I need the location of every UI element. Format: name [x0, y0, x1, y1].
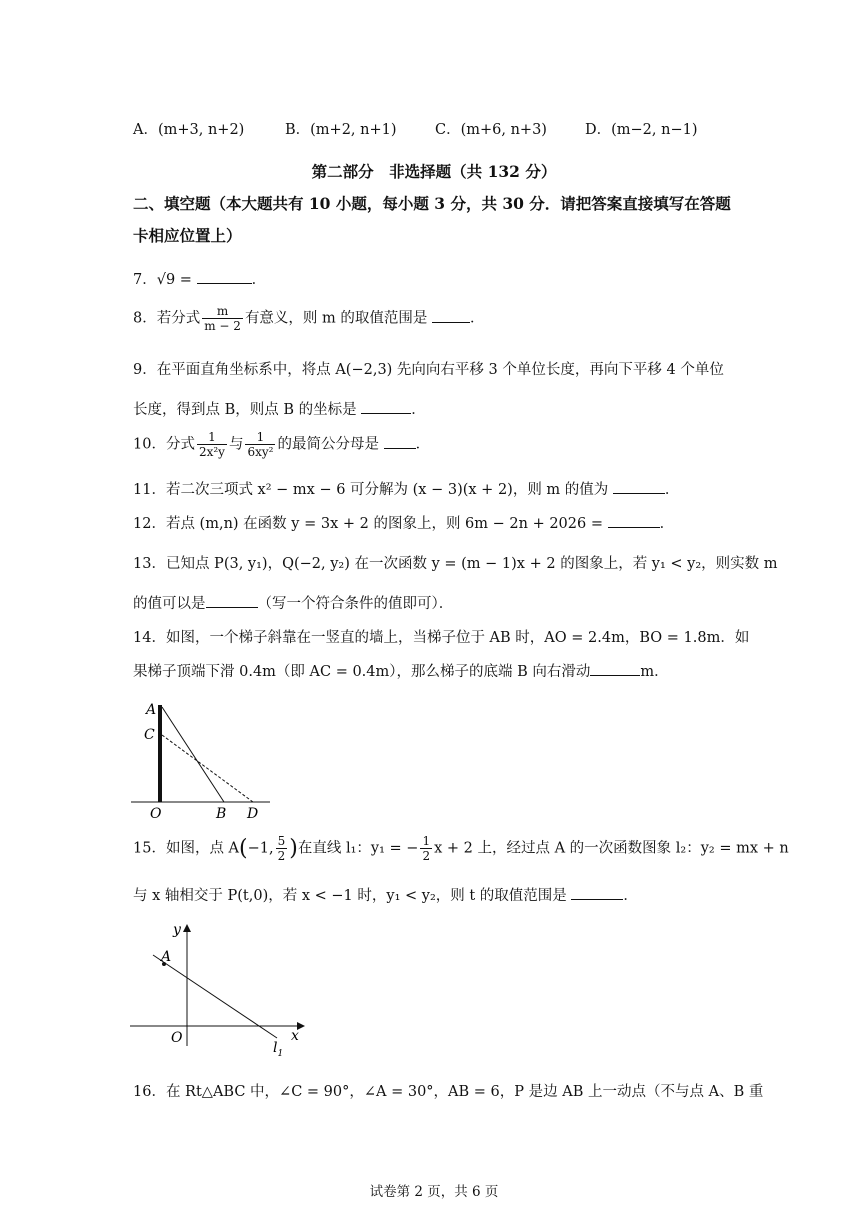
q7-answer-blank[interactable] — [197, 269, 252, 284]
q15-py-den: 2 — [277, 849, 286, 863]
q9-answer-blank[interactable] — [361, 399, 411, 414]
q15-point-x: −1, — [247, 840, 274, 857]
q15-answer-blank[interactable] — [571, 885, 623, 900]
q11-answer-blank[interactable] — [613, 479, 665, 494]
q15-k-num: 1 — [422, 834, 431, 848]
question-12 — [133, 512, 674, 533]
q15-prefix: 15．如图，点 A — [133, 840, 240, 857]
question-8 — [133, 304, 485, 333]
q15-slope-fraction — [420, 834, 432, 863]
q8-answer-blank[interactable] — [432, 308, 470, 323]
question-15-line2 — [133, 884, 638, 905]
label-l-subscript: 1 — [277, 1049, 284, 1059]
label-c: C — [144, 727, 155, 743]
q13-answer-blank[interactable] — [206, 593, 258, 608]
section-title: 二、填空题（本大题共有 10 小题，每小题 3 分，共 30 分．请把答案直接填写在答题卡相应位置上） — [133, 194, 731, 245]
q10-fraction-1 — [197, 430, 227, 459]
question-10 — [133, 430, 430, 459]
question-9-line2 — [133, 398, 426, 419]
q10-post: 的最简公分母是 — [277, 436, 379, 453]
choice-a: A．(m+3, n+2) — [133, 122, 245, 138]
q10-answer-blank[interactable] — [384, 434, 416, 449]
q15-tail: ． — [623, 888, 638, 904]
q12-answer-blank[interactable] — [608, 513, 660, 528]
page-footer: 试卷第 2 页，共 6 页 — [369, 1184, 499, 1200]
q13-line2-pre: 的值可以是 — [133, 596, 206, 612]
q15-point-y-fraction — [276, 834, 288, 863]
question-7 — [133, 268, 266, 289]
q10-f2-den: 6xy² — [247, 445, 274, 459]
q8-fraction — [202, 304, 243, 333]
choice-d: D．(m−2, n−1) — [585, 122, 698, 138]
question-13-line1: 13．已知点 P(3, y₁)，Q(−2, y₂) 在一次函数 y = (m − 1)x + 2 的图象上，若 y₁ < y₂，则实数 m — [133, 556, 778, 572]
question-13-line2 — [133, 592, 453, 613]
q7-number: 7． — [133, 272, 157, 288]
q15-line2-text: 与 x 轴相交于 P(t,0)，若 x < −1 时，y₁ < y₂，则 t 的取值范围是 — [133, 888, 567, 904]
q8-prefix: 8．若分式 — [133, 310, 201, 327]
q12-text: 12．若点 (m,n) 在函数 y = 3x + 2 的图象上，则 6m − 2n + 2026 = — [133, 516, 603, 532]
question-14-line2 — [133, 660, 669, 681]
label-o: O — [171, 1030, 183, 1046]
ladder-figure — [125, 695, 275, 825]
wall — [158, 705, 162, 802]
y-axis-arrow — [183, 924, 191, 932]
q8-frac-num: m — [202, 304, 243, 319]
label-a: A — [146, 702, 157, 718]
q10-mid: 与 — [228, 436, 244, 453]
q10-tail: ． — [415, 436, 431, 453]
question-14-line1: 14．如图，一个梯子斜靠在一竖直的墙上，当梯子位于 AB 时，AO = 2.4m，BO = 1.8m．如 — [133, 630, 750, 646]
choice-c: C．(m+6, n+3) — [435, 122, 547, 138]
label-a: A — [161, 949, 172, 965]
q8-frac-den: m − 2 — [204, 319, 241, 333]
q15-py-num: 5 — [277, 834, 286, 848]
q9-tail: ． — [411, 402, 426, 418]
label-l: l — [273, 1040, 278, 1056]
q10-f1-den: 2x²y — [198, 445, 225, 459]
q15-rparen: ) — [289, 836, 298, 861]
q8-tail: ． — [470, 310, 485, 327]
q14-answer-blank[interactable] — [590, 661, 640, 676]
q14-line2-pre: 果梯子顶端下滑 0.4m（即 AC = 0.4m），那么梯子的底端 B 向右滑动 — [133, 664, 591, 680]
q10-f2-num: 1 — [245, 430, 275, 445]
question-11 — [133, 478, 679, 499]
q10-f1-num: 1 — [197, 430, 227, 445]
choice-b: B．(m+2, n+1) — [285, 122, 397, 138]
part-title: 第二部分 非选择题（共 132 分） — [311, 162, 557, 181]
question-15-line1 — [133, 834, 789, 863]
q14-line2-post: m． — [640, 664, 669, 680]
q15-k-den: 2 — [422, 849, 431, 863]
q10-fraction-2 — [245, 430, 275, 459]
q10-prefix: 10．分式 — [133, 436, 195, 453]
ladder-ab — [162, 707, 224, 802]
label-x: x — [291, 1028, 299, 1044]
label-d: D — [247, 806, 259, 822]
label-b: B — [216, 806, 227, 822]
line-graph-figure — [125, 918, 315, 1063]
q13-line2-post: （写一个符合条件的值即可）． — [257, 596, 454, 612]
q8-post: 有意义，则 m 的取值范围是 — [244, 310, 428, 327]
q12-tail: ． — [659, 516, 675, 532]
q15-post: 在直线 l₁：y₁ = − — [297, 840, 419, 857]
q7-expr: √9 = — [156, 272, 192, 288]
question-9-line1: 9．在平面直角坐标系中，将点 A(−2,3) 先向向右平移 3 个单位长度，再向下平移 4 个单位 — [133, 362, 724, 378]
q11-text: 11．若二次三项式 x² − mx − 6 可分解为 (x − 3)(x + 2)，则 m 的值为 — [133, 482, 609, 498]
q15-post2: x + 2 上，经过点 A 的一次函数图象 l₂：y₂ = mx + n — [434, 840, 789, 857]
q9-line2-text: 长度，得到点 B，则点 B 的坐标是 — [133, 402, 357, 418]
label-l1 — [273, 1040, 283, 1059]
question-16: 16．在 Rt△ABC 中，∠C = 90°，∠A = 30°，AB = 6，P 是边 AB 上一动点（不与点 A、B 重 — [133, 1084, 764, 1100]
ladder-cd — [162, 735, 253, 802]
q7-tail: ． — [251, 272, 267, 288]
label-o: O — [150, 806, 162, 822]
q11-tail: ． — [664, 482, 680, 498]
label-y: y — [173, 922, 181, 938]
q15-lparen: ( — [239, 836, 248, 861]
